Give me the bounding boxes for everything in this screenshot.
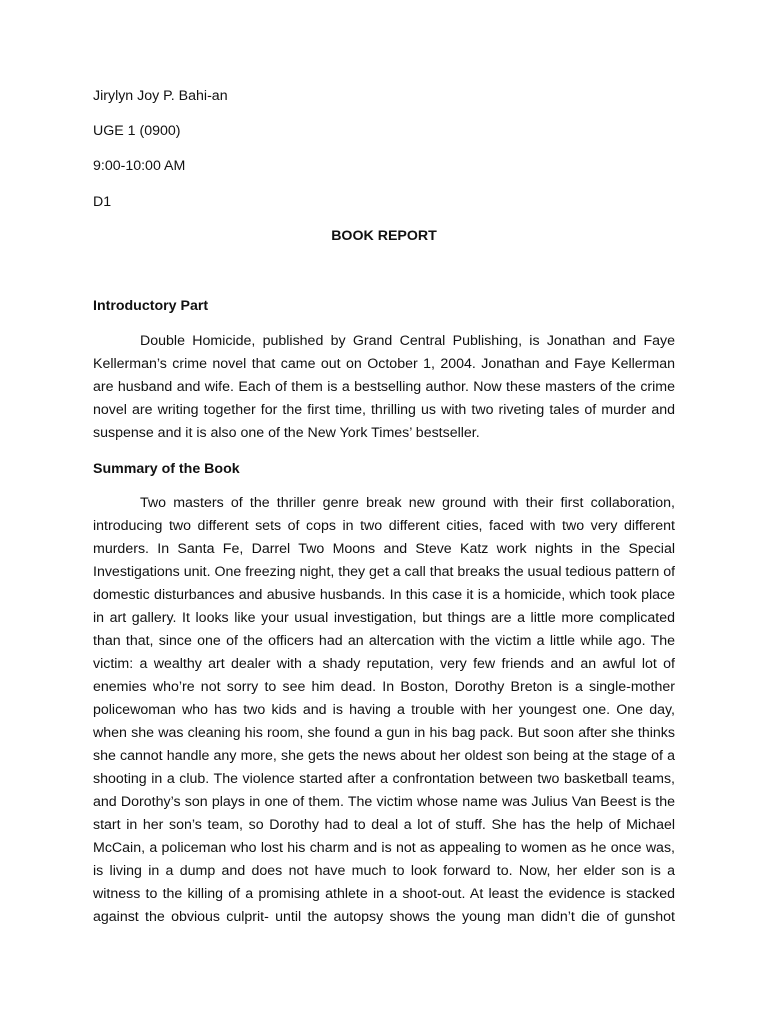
course-code: UGE 1 (0900) [93,123,181,139]
paragraph-line: enemies who’re not sorry to see him dead. In Boston, Dorothy Breton is a single-mother [93,679,675,695]
paragraph-line: suspense and it is also one of the New York Times’ bestseller. [93,425,480,441]
paragraph-line: and Dorothy’s son plays in one of them. The victim whose name was Julius Van Beest is the [93,794,675,810]
student-name: Jirylyn Joy P. Bahi-an [93,88,228,104]
paragraph-line: when she was cleaning his room, she found a gun in his bag pack. But soon after she thinks [93,725,675,741]
paragraph-line: Two masters of the thriller genre break new ground with their first collaboration, [140,495,675,511]
paragraph-line: murders. In Santa Fe, Darrel Two Moons and Steve Katz work nights in the Special [93,541,675,557]
paragraph-line: domestic disturbances and abusive husbands. In this case it is a homicide, which took place [93,587,675,603]
paragraph-line: Double Homicide, published by Grand Central Publishing, is Jonathan and Faye [140,333,675,349]
paragraph-line: is living in a dump and does not have much to look forward to. Now, her elder son is a [93,863,675,879]
report-title: BOOK REPORT [331,228,437,244]
class-time: 9:00-10:00 AM [93,158,186,174]
paragraph-line: against the obvious culprit- until the autopsy shows the young man didn’t die of gunshot [93,909,675,925]
section-code: D1 [93,194,112,210]
summary-heading: Summary of the Book [93,461,240,477]
paragraph-line: victim: a wealthy art dealer with a shady reputation, very few friends and an awful lot of [93,656,675,672]
summary-paragraph [93,492,675,929]
paragraph-line: in art gallery. It looks like your usual investigation, but things are a little more complicated [93,610,675,626]
intro-heading: Introductory Part [93,298,209,314]
paragraph-line: introducing two different sets of cops in two different cities, faced with two very different [93,518,675,534]
intro-paragraph [93,330,675,445]
paragraph-line: start in her son’s team, so Dorothy had to deal a lot of stuff. She has the help of Michael [93,817,675,833]
paragraph-line: than that, since one of the officers had an altercation with the victim a little while ago. The [93,633,675,649]
paragraph-line: are husband and wife. Each of them is a bestselling author. Now these masters of the crime [93,379,675,395]
paragraph-line: shooting in a club. The violence started after a confrontation between two basketball teams, [93,771,675,787]
paragraph-line: she cannot handle any more, she gets the news about her oldest son being at the stage of a [93,748,675,764]
paragraph-line: McCain, a policeman who lost his charm and is not as appealing to women as he once was, [93,840,675,856]
paragraph-line: novel are writing together for the first time, thrilling us with two riveting tales of murder and [93,402,675,418]
paragraph-line: Kellerman’s crime novel that came out on October 1, 2004. Jonathan and Faye Kellerman [93,356,675,372]
paragraph-line: policewoman who has two kids and is having a trouble with her youngest one. One day, [93,702,675,718]
paragraph-line: witness to the killing of a promising athlete in a shoot-out. At least the evidence is stacked [93,886,675,902]
paragraph-line: Investigations unit. One freezing night, they get a call that breaks the usual tedious pattern of [93,564,675,580]
